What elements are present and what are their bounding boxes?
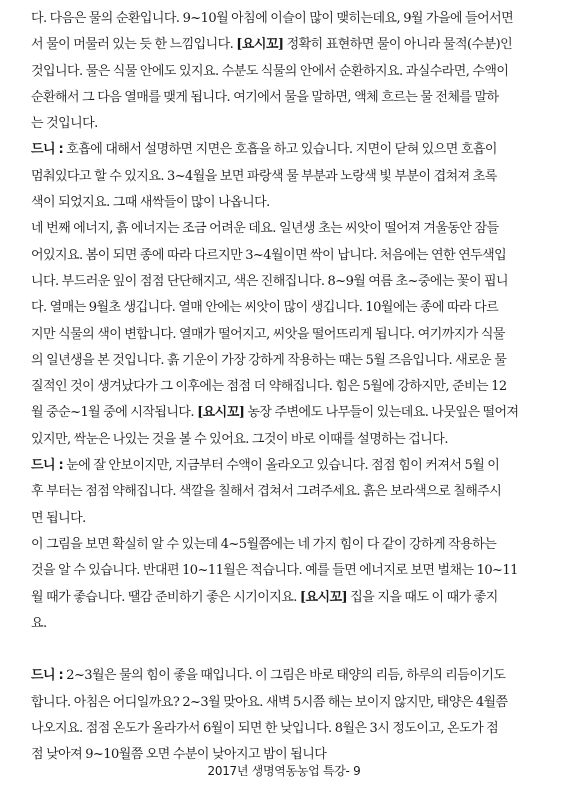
text-line: 멈춰있다고 할 수 있지요. 3~4월을 보면 파랑색 물 부분과 노랑색 빛 부분이 겹쳐져 초록	[31, 168, 497, 184]
speaker-tag: [요시꼬]	[197, 405, 245, 421]
text-line	[31, 637, 541, 663]
text-segment: 호흡에 대해서 설명하면 지면은 호흡을 하고 있습니다. 지면이 닫혀 있으면 호흡이	[63, 142, 497, 158]
text-line: 후 부터는 점점 약해집니다. 색깔을 칠해서 겹쳐서 그려주세요. 흙은 보라색으로 칠해주시	[31, 484, 502, 500]
text-segment: 눈에 잘 안보이지만, 지금부터 수액이 올라오고 있습니다. 점점 힘이 커져서 5월 이	[63, 458, 500, 474]
speaker-label: 드니 :	[31, 142, 64, 158]
page-footer: 2017년 생명역동농업 특강- 9	[207, 764, 361, 778]
text-line: 것입니다. 물은 식물 안에도 있지요. 수분도 식물의 안에서 순환하지요. 과실수라면, 수액이	[31, 63, 509, 79]
speaker-tag: [요시꼬]	[236, 37, 284, 53]
text-line	[31, 663, 541, 689]
text-segment: 농장 주변에도 나무들이 있는데요. 나뭇잎은 떨어져	[244, 405, 519, 421]
text-line: 다. 열매는 9월초 생깁니다. 열매 안에는 씨앗이 많이 생깁니다. 10월에는 종에 따라 다르	[31, 300, 499, 316]
text-line	[31, 400, 541, 426]
body-text	[31, 6, 541, 769]
text-line: 질적인 것이 생겨났다가 그 이후에는 점점 더 약해집니다. 힘은 5월에 강하지만, 준비는 12	[31, 379, 507, 395]
text-line: 니다. 부드러운 잎이 점점 단단해지고, 색은 진해집니다. 8~9월 여름 초~중에는 꽃이 핍니	[31, 273, 509, 289]
text-line: 나오지요. 점점 온도가 올라가서 6월이 되면 한 낮입니다. 8월은 3시 정도이고, 온도가 점	[31, 721, 499, 737]
text-line: 면 됩니다.	[31, 510, 86, 526]
text-line: 지만 식물의 색이 변합니다. 열매가 떨어지고, 씨앗을 떨어뜨리게 됩니다. 여기까지가 식물	[31, 326, 505, 342]
text-segment: 2~3월은 물의 힘이 좋을 때입니다. 이 그림은 바로 태양의 리듬, 하루의 리듬이기도	[63, 668, 506, 684]
text-line: 합니다. 아침은 어디일까요? 2~3월 맞아요. 새벽 5시쯤 해는 보이지 않지만, 태양은 4월쯤	[31, 694, 508, 710]
text-line	[31, 32, 541, 58]
text-line	[31, 137, 541, 163]
text-line: 는 것입니다.	[31, 116, 98, 132]
text-segment: 집을 지을 때도 이 때가 좋지	[347, 589, 498, 605]
speaker-tag: [요시꼬]	[299, 589, 348, 605]
text-line: 의 일년생을 본 것입니다. 흙 기운이 가장 강하게 작용하는 때는 5월 즈음입니다. 새로운 물	[31, 352, 507, 368]
text-line: 다. 다음은 물의 순환입니다. 9~10월 아침에 이슬이 많이 맺히는데요, 9월 가을에 들어서면	[31, 11, 514, 26]
text-line	[31, 585, 541, 611]
text-line: 점 낮아져 9~10월쯤 오면 수분이 낮아지고 밤이 됩니다	[31, 747, 327, 763]
text-segment: 정확히 표현하면 물이 아니라 물적(수분)인	[283, 37, 513, 53]
text-line: 이 그림을 보면 확실히 알 수 있는데 4~5월쯤에는 네 가지 힘이 다 같이 강하게 작용하는	[31, 536, 497, 552]
text-line: 네 번째 에너지, 흙 에너지는 조금 어려운 데요. 일년생 초는 씨앗이 떨어져 겨울동안 잠들	[31, 221, 499, 237]
text-line: 있지만, 싹눈은 나있는 것을 볼 수 있어요. 그것이 바로 이때를 설명하는 겁니다.	[31, 431, 448, 447]
text-segment: 월 중순~1월 중에 시작됩니다.	[31, 405, 198, 421]
speaker-label: 드니 :	[31, 668, 64, 684]
text-line: 요.	[31, 615, 47, 631]
text-line: 순환해서 그 다음 열매를 맺게 됩니다. 여기에서 물을 말하면, 액체 흐르는 물 전체를 말하	[31, 89, 499, 105]
text-line: 것을 알 수 있습니다. 반대편 10~11월은 적습니다. 예를 들면 에너지로 보면 벌채는 10~11	[31, 563, 518, 579]
text-line: 색이 되었지요. 그때 새싹들이 많이 나옵니다.	[31, 195, 270, 211]
speaker-label: 드니 :	[31, 458, 64, 474]
text-segment: 서 물이 머물러 있는 듯 한 느낌입니다.	[31, 37, 237, 53]
text-line	[31, 453, 541, 479]
text-segment: 월 때가 좋습니다. 땔감 준비하기 좋은 시기이지요.	[31, 589, 300, 605]
text-line: 어있지요. 봄이 되면 종에 따라 다르지만 3~4월이면 싹이 납니다. 처음에는 연한 연두색입	[31, 247, 507, 263]
